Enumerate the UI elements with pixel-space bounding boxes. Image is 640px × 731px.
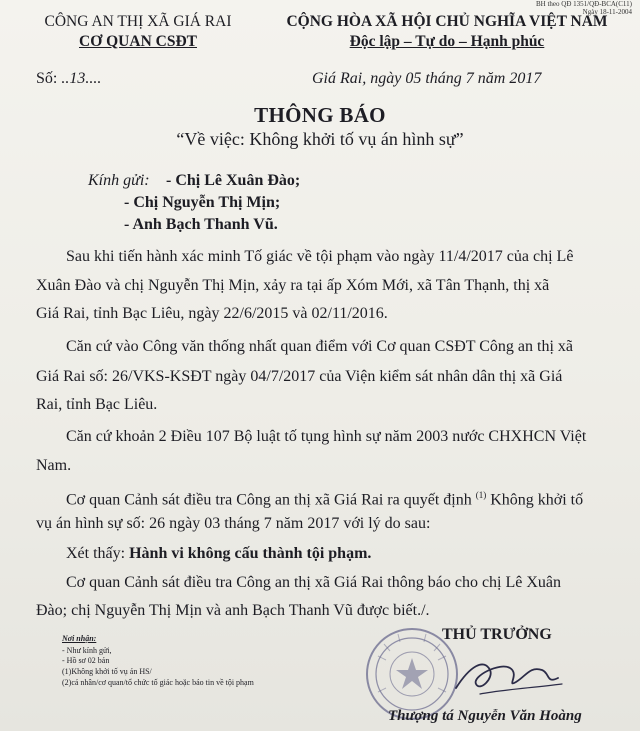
p4-text-a: Cơ quan Cảnh sát điều tra Công an thị xã Giá Rai ra quyết định [66, 491, 472, 509]
document-number-label: Số: [36, 70, 58, 87]
footer-recipient-1: - Như kính gửi, [62, 646, 112, 655]
org-name: CÔNG AN THỊ XÃ GIÁ RAI [44, 13, 232, 30]
p4-text-b: Không khởi tố [490, 491, 584, 509]
footer-recipient-3: (1)Không khởi tố vụ án HS/ [62, 667, 152, 676]
p2-line3: Rai, tỉnh Bạc Liêu. [36, 396, 158, 413]
signer-title: THỦ TRƯỞNG [442, 626, 552, 643]
p3-line2: Nam. [36, 457, 72, 474]
p1-line1: Sau khi tiến hành xác minh Tố giác về tội phạm vào ngày 11/4/2017 của chị Lê [66, 248, 574, 265]
document-title: THÔNG BÁO [254, 103, 386, 127]
p2-line2: Giá Rai số: 26/VKS-KSĐT ngày 04/7/2017 của Viện kiểm sát nhân dân thị xã Giá [36, 368, 563, 385]
document-number-value: ..13.... [61, 70, 102, 87]
national-motto: Độc lập – Tự do – Hạnh phúc [349, 33, 545, 50]
form-code-line1: BH theo QĐ 1351/QĐ-BCA(C11) [536, 0, 632, 8]
document-number [36, 70, 101, 88]
p4-line1 [66, 485, 583, 510]
p6-line1: Cơ quan Cảnh sát điều tra Công an thị xã Giá Rai thông báo cho chị Lê Xuân [66, 574, 562, 591]
document-subject: “Về việc: Không khởi tố vụ án hình sự” [176, 129, 464, 149]
p1-line3: Giá Rai, tỉnh Bạc Liêu, ngày 22/6/2015 và 02/11/2016. [36, 305, 388, 322]
p6-line2: Đào; chị Nguyễn Thị Mịn và anh Bạch Thanh Vũ được biết./. [36, 602, 430, 619]
p5-reason: Hành vi không cấu thành tội phạm. [129, 545, 372, 562]
p5-line [66, 543, 371, 564]
recipient-2: - Chị Nguyễn Thị Mịn; [124, 194, 281, 211]
footnote-ref: (1) [475, 490, 487, 500]
recipients-label: Kính gửi: [88, 172, 150, 189]
org-department: CƠ QUAN CSĐT [79, 33, 197, 50]
signature-icon [450, 648, 570, 702]
p5-label: Xét thấy: [66, 545, 126, 562]
p3-line1: Căn cứ khoản 2 Điều 107 Bộ luật tố tụng hình sự năm 2003 nước CHXHCN Việt [66, 428, 587, 445]
recipient-1: - Chị Lê Xuân Đào; [166, 172, 301, 189]
place-date: Giá Rai, ngày 05 tháng 7 năm 2017 [312, 70, 542, 87]
p1-line2: Xuân Đào và chị Nguyễn Thị Mịn, xảy ra tại ấp Xóm Mới, xã Tân Thạnh, thị xã [36, 277, 550, 294]
footer-recipients-title: Nơi nhận: [62, 634, 97, 643]
issuing-authority [28, 12, 248, 52]
p2-line1: Căn cứ vào Công văn thống nhất quan điểm với Cơ quan CSĐT Công an thị xã [66, 338, 574, 355]
footer-recipient-2: - Hồ sơ 02 bản [62, 656, 110, 665]
signer-name: Thượng tá Nguyễn Văn Hoàng [388, 708, 582, 724]
p4-line2: vụ án hình sự số: 26 ngày 03 tháng 7 năm 2017 với lý do sau: [36, 515, 431, 532]
nation-name: CỘNG HÒA XÃ HỘI CHỦ NGHĨA VIỆT NAM [286, 13, 608, 30]
national-header [262, 12, 632, 52]
footer-recipient-4: (2)cá nhân/cơ quan/tổ chức tố giác hoặc báo tin về tội phạm [62, 678, 254, 687]
recipient-3: - Anh Bạch Thanh Vũ. [124, 216, 278, 233]
form-code-line2: Ngày 18-11-2004 [582, 8, 632, 16]
